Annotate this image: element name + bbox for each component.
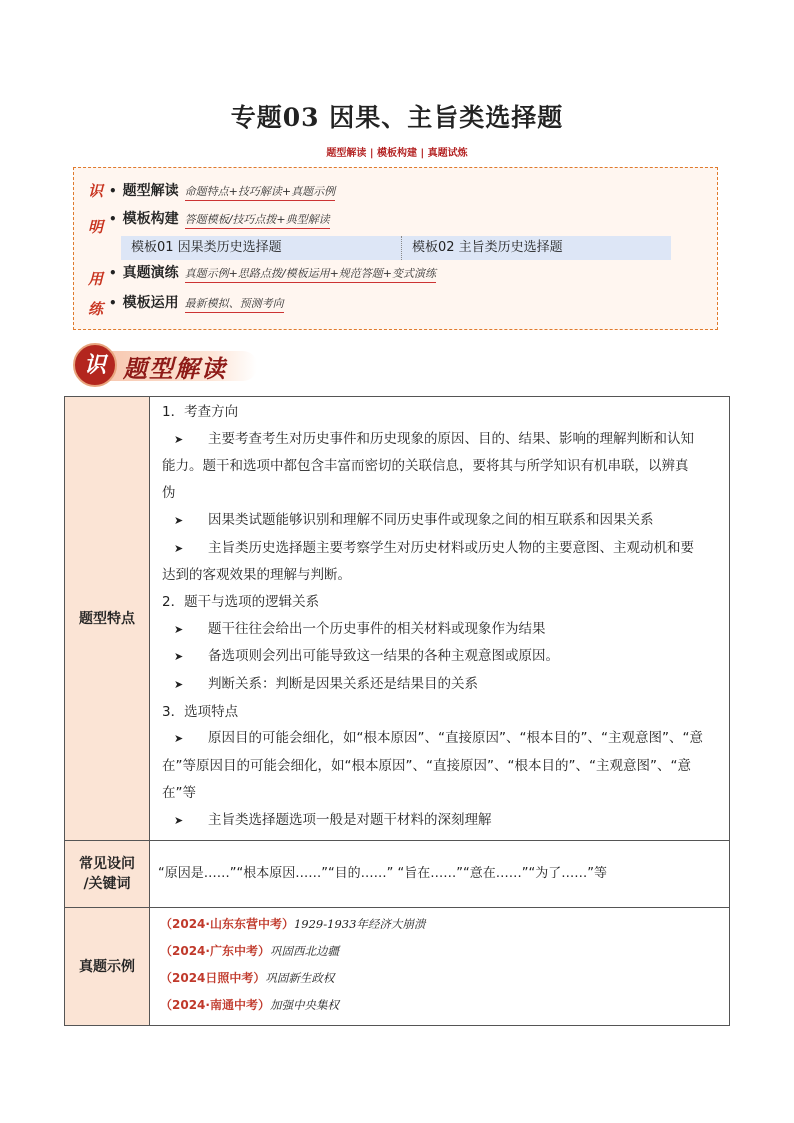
- guide-row-label: 模板运用: [122, 295, 179, 311]
- arrow-icon: ➤: [174, 622, 184, 636]
- row-label-features: 题型特点: [65, 397, 150, 841]
- template-link-2[interactable]: 模板02 主旨类历史选择题: [412, 240, 563, 255]
- table-row: [65, 397, 730, 841]
- guide-row: [109, 180, 335, 201]
- guide-row-note: 真题示例+思路点拨/模板运用+规范答题+变式演练: [185, 265, 436, 283]
- arrow-icon: ➤: [174, 650, 184, 664]
- guide-row: [109, 262, 436, 283]
- row-label-examples: 真题示例: [65, 908, 150, 1026]
- template-bar: [121, 236, 671, 260]
- bullet-continuation: 伪: [162, 485, 176, 502]
- bullet-text: 主旨类历史选择题主要考察学生对历史材料或历史人物的主要意图、主观动机和要: [208, 539, 694, 556]
- row-label-keywords: [65, 841, 150, 908]
- table-row: [65, 841, 730, 908]
- arrow-icon: ➤: [174, 813, 184, 827]
- side-char: 用: [88, 270, 104, 288]
- study-guide-box: [73, 167, 718, 330]
- bullet-icon: •: [109, 266, 117, 280]
- example-source: （2024日照中考）: [160, 971, 266, 986]
- example-text: 巩固西北边疆: [269, 944, 339, 959]
- bullet-item: [162, 507, 721, 535]
- bullet-icon: •: [109, 184, 117, 198]
- section-heading: 2．题干与选项的逻辑关系: [162, 593, 320, 610]
- side-char: 识: [88, 182, 104, 200]
- bullet-continuation: 能力。题干和选项中都包含丰富而密切的关联信息，要将其与所学知识有机串联，以辨真: [162, 458, 689, 475]
- section-heading: 1．考查方向: [162, 404, 239, 420]
- examples-content: [150, 908, 730, 1026]
- bullet-item: [162, 426, 721, 454]
- example-item[interactable]: [160, 992, 721, 1019]
- page-title: 专题03 因果、主旨类选择题: [230, 103, 564, 132]
- bullet-item: [162, 535, 721, 563]
- bullet-item: [162, 671, 721, 699]
- bullet-text: 原因目的可能会细化，如“根本原因”、“直接原因”、“根本目的”、“主观意图”、“意: [208, 730, 703, 747]
- bullet-item: [162, 643, 721, 671]
- question-type-table: [64, 396, 730, 1026]
- guide-row-label: 模板构建: [122, 211, 179, 227]
- guide-row-note: 最新模拟、预测考向: [185, 295, 284, 313]
- bullet-continuation: 在”等原因目的可能会细化，如“根本原因”、“直接原因”、“根本目的”、“主观意图”、“意: [162, 758, 691, 775]
- example-text: 巩固新生政权: [265, 971, 335, 986]
- bullet-continuation: 在”等: [162, 784, 196, 801]
- arrow-icon: ➤: [174, 678, 184, 692]
- guide-row-label: 题型解读: [122, 183, 179, 199]
- section-heading: 题型解读: [123, 354, 227, 383]
- section-badge: [73, 343, 259, 387]
- label-line: 常见设问: [79, 856, 135, 873]
- guide-row: [109, 292, 284, 313]
- bullet-item: [162, 725, 721, 753]
- side-char: 明: [88, 218, 104, 236]
- guide-row-note: 命题特点+技巧解读+真题示例: [185, 183, 335, 201]
- bullet-item: [162, 807, 721, 835]
- example-text: 1929-1933年经济大崩溃: [293, 917, 426, 932]
- example-source: （2024·山东东营中考）: [160, 917, 294, 932]
- arrow-icon: ➤: [174, 513, 184, 527]
- arrow-icon: ➤: [174, 732, 184, 746]
- template-link-1[interactable]: 模板01 因果类历史选择题: [121, 236, 402, 260]
- features-content: [150, 397, 730, 841]
- label-line: /关键词: [83, 876, 131, 893]
- table-row: [65, 908, 730, 1026]
- bullet-text: 因果类试题能够识别和理解不同历史事件或现象之间的相互联系和因果关系: [208, 511, 654, 528]
- example-text: 加强中央集权: [269, 998, 339, 1013]
- keywords-content: “原因是……”“根本原因……”“目的……” “旨在……”“意在……”“为了……”等: [150, 841, 730, 908]
- bullet-icon: •: [109, 212, 117, 226]
- page-subtitle: 题型解读 | 模板构建 | 真题试炼: [326, 148, 468, 159]
- example-item[interactable]: [160, 911, 721, 938]
- guide-row-note: 答题模板/技巧点拨+典型解读: [185, 211, 330, 229]
- bullet-text: 题干往往会给出一个历史事件的相关材料或现象作为结果: [208, 620, 546, 637]
- bullet-text: 主要考查考生对历史事件和历史现象的原因、目的、结果、影响的理解判断和认知: [208, 430, 694, 447]
- bullet-text: 判断关系：判断是因果关系还是结果目的关系: [208, 676, 478, 693]
- bullet-item: [162, 616, 721, 644]
- example-item[interactable]: [160, 965, 721, 992]
- bullet-continuation: 达到的客观效果的理解与判断。: [162, 567, 351, 584]
- bullet-text: 备选项则会列出可能导致这一结果的各种主观意图或原因。: [208, 648, 559, 665]
- bullet-text: 主旨类选择题选项一般是对题干材料的深刻理解: [208, 811, 492, 828]
- guide-row: [109, 208, 330, 229]
- guide-row-label: 真题演练: [122, 265, 179, 281]
- example-source: （2024·南通中考）: [160, 998, 270, 1013]
- example-item[interactable]: [160, 938, 721, 965]
- bullet-icon: •: [109, 296, 117, 310]
- badge-circle-icon: 识: [73, 343, 117, 387]
- arrow-icon: ➤: [174, 432, 184, 446]
- example-source: （2024·广东中考）: [160, 944, 270, 959]
- section-heading: 3．选项特点: [162, 703, 239, 720]
- side-char: 练: [88, 300, 104, 318]
- arrow-icon: ➤: [174, 541, 184, 555]
